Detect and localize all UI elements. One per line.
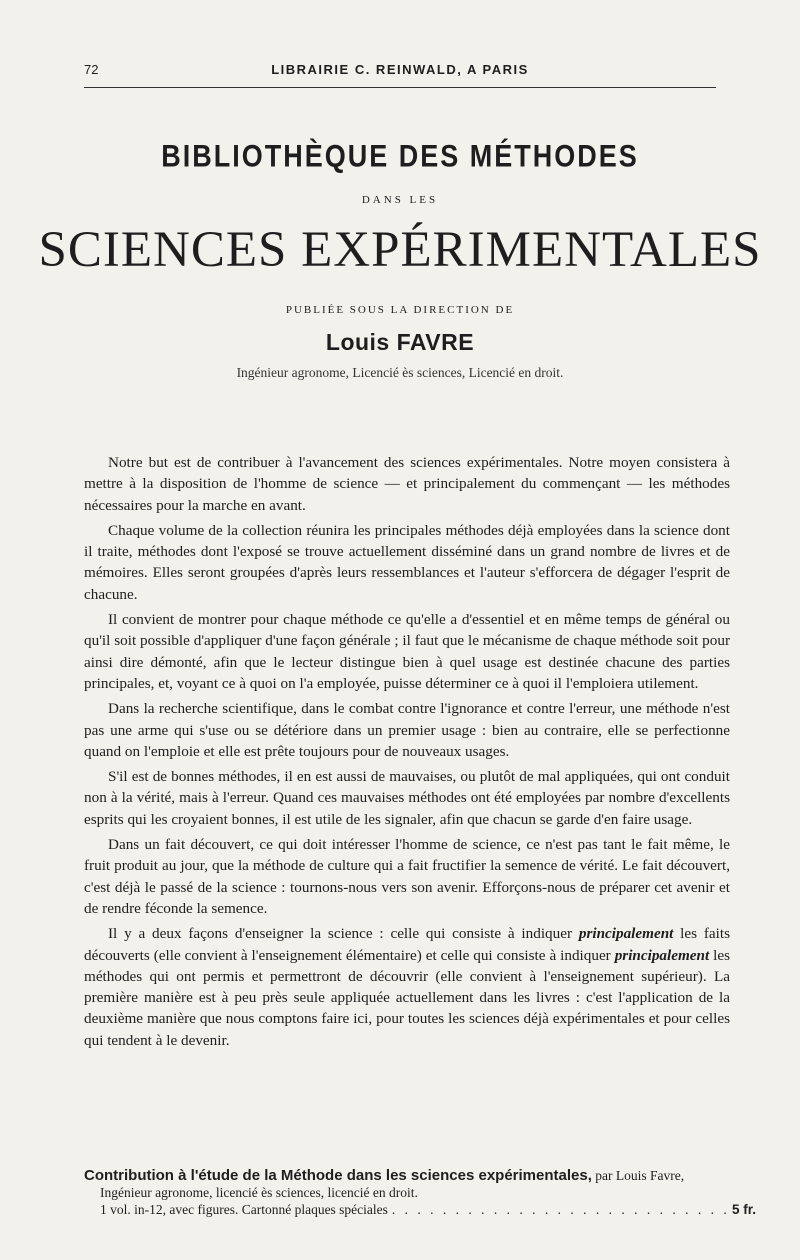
text-run: les méthodes qui ont permis et permettront de découvrir (elle convient à l'enseignement supérieur). La première manière est à peu près seule appliquée actuellement dans les livres : c'est l'application de la deuxième manière que nous comptons faire ici, pour toutes les sciences déjà expérimentales et pour celles qui tendent à le devenir. <box>84 946 730 1049</box>
page-number: 72 <box>84 62 99 77</box>
body-text <box>84 452 730 1055</box>
text-run: Il y a deux façons d'enseigner la science : celle qui consiste à indiquer <box>108 925 579 943</box>
catalog-title-line <box>84 1167 756 1184</box>
editor-line: PUBLIÉE SOUS LA DIRECTION DE <box>285 304 515 316</box>
emphasis: principalement <box>578 925 674 943</box>
catalog-credentials: Ingénieur agronome, licencié ès sciences, licencié en droit. <box>100 1185 418 1200</box>
paragraph: Chaque volume de la collection réunira les principales méthodes déjà employées dans la science dont il traite, méthodes dont l'exposé se trouve actuellement disséminé dans un grand nombre de livres et de mémoires. Elles seront groupées d'après leurs ressemblances et l'auteur s'efforcera de dégager l'esprit de chacune. <box>84 521 730 603</box>
author-credentials: Ingénieur agronome, Licencié ès sciences, Licencié en droit. <box>236 365 564 380</box>
catalog-price: 5 fr. <box>731 1202 756 1217</box>
running-head <box>84 62 716 84</box>
leader-dots <box>392 1201 728 1218</box>
paragraph: Notre but est de contribuer à l'avancement des sciences expérimentales. Notre moyen consistera à mettre à la disposition de l'homme de science — et principalement du commençant — les méthodes nécessaires pour la marche en avant. <box>84 454 730 514</box>
paragraph: Dans la recherche scientifique, dans le combat contre l'ignorance et contre l'erreur, une méthode n'est pas une arme qui s'use ou se détériore dans un premier usage : bien au contraire, elle se perfectionne quand on l'emploie et elle est prête toujours pour de nouveaux usages. <box>84 700 730 760</box>
paragraph <box>84 923 730 1051</box>
running-head-title: LIBRAIRIE C. REINWALD, A PARIS <box>271 62 529 77</box>
catalog-entry <box>84 1167 756 1218</box>
paragraph: S'il est de bonnes méthodes, il en est aussi de mauvaises, ou plutôt de mal appliquées, qui ont conduit non à la vérité, mais à l'erreur. Quand ces mauvaises méthodes ont été employées par nombre d'excellents esprits qui les croyaient bonnes, il est utile de les signaler, afin que chacun se garde d'en faire usage. <box>84 768 730 828</box>
catalog-description: 1 vol. in-12, avec figures. Cartonné plaques spéciales <box>100 1202 388 1217</box>
catalog-description-line <box>84 1201 756 1218</box>
emphasis: principalement <box>614 946 710 964</box>
text-run: les faits découverts (elle convient à l'enseignement élémentaire) et celle qui consiste à indiquer <box>84 925 730 964</box>
series-subtitle: DANS LES <box>361 194 439 206</box>
paragraph: Dans un fait découvert, ce qui doit intéresser l'homme de science, ce n'est pas tant le fait même, le fruit produit au jour, que la méthode de culture qui a fait fructifier la semence de vérité. Le fait découvert, c'est déjà le passé de la science : tournons-nous vers son avenir. Efforçons-nous de préparer cet avenir et de rendre féconde la semence. <box>84 836 730 917</box>
paragraph: Il convient de montrer pour chaque méthode ce qu'elle a d'essentiel et en même temps de général ou qu'il soit possible d'appliquer d'une façon générale ; il faut que le mécanisme de chaque méthode soit pour ainsi dire démonté, afin que le lecteur distingue bien à quel usage est destinée chacune des parties principales, et, voyant ce à quoi on l'a employée, puisse déterminer ce à quoi il l'emploiera utilement. <box>84 611 730 692</box>
series-title: BIBLIOTHÈQUE DES MÉTHODES <box>161 138 639 174</box>
header-rule <box>84 87 716 88</box>
author-name: Louis FAVRE <box>325 329 475 355</box>
series-main-title: SCIENCES EXPÉRIMENTALES <box>38 222 762 278</box>
catalog-title: Contribution à l'étude de la Méthode dans les sciences expérimentales, <box>84 1167 592 1184</box>
catalog-author: par Louis Favre, <box>591 1168 685 1183</box>
